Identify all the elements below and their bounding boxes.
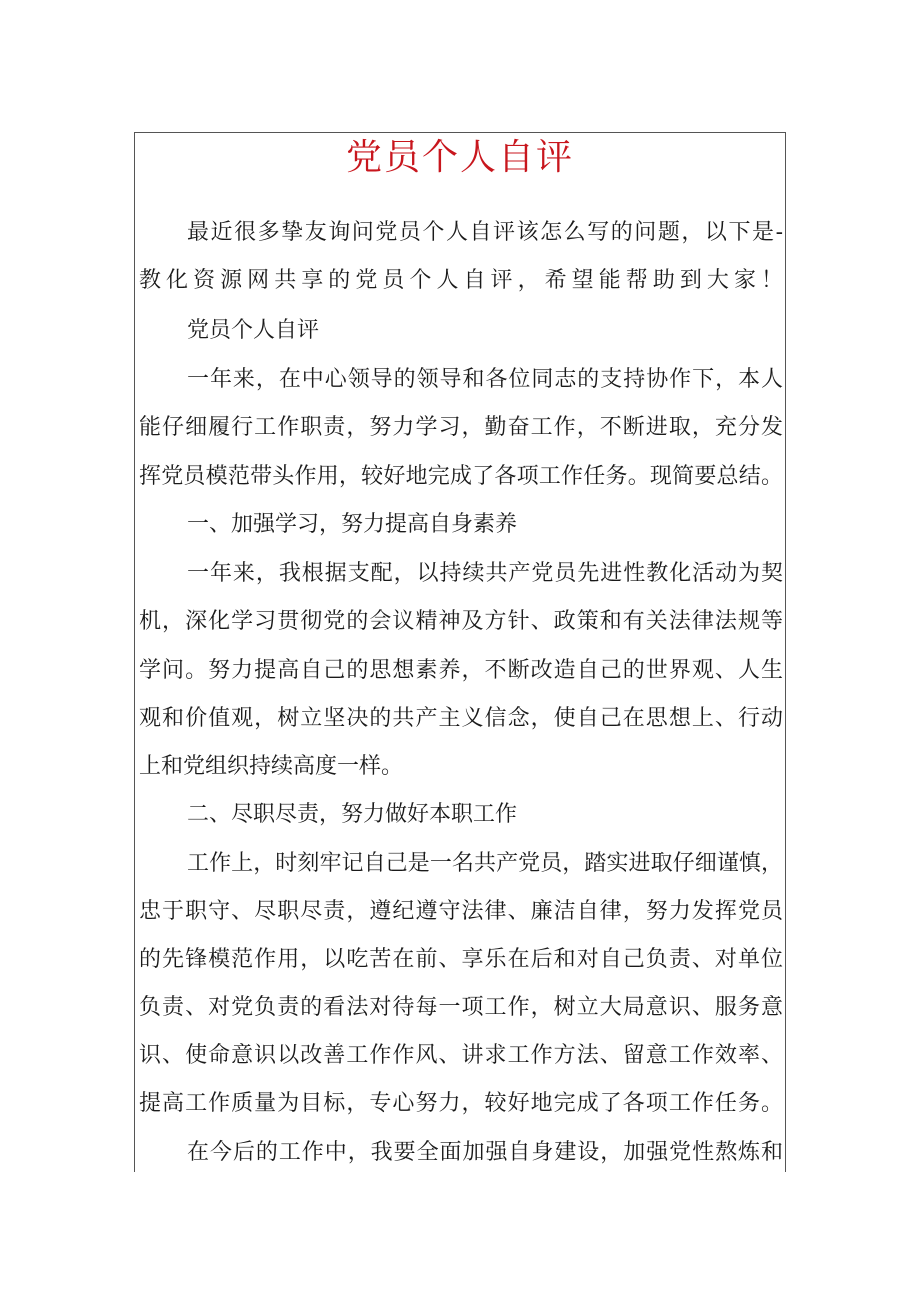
paragraph-line: 教化资源网共享的党员个人自评，希望能帮助到大家！	[139, 268, 783, 293]
paragraph-line: 机，深化学习贯彻党的会议精神及方针、政策和有关法律法规等	[139, 609, 783, 634]
section-heading: 一、加强学习，努力提高自身素养	[187, 512, 518, 537]
paragraph-line: 忠于职守、尽职尽责，遵纪遵守法律、廉洁自律，努力发挥党员	[139, 899, 783, 924]
paragraph-line: 提高工作质量为目标，专心努力，较好地完成了各项工作任务。	[139, 1091, 783, 1116]
section-heading: 二、尽职尽责，努力做好本职工作	[187, 802, 518, 827]
paragraph-line: 学问。努力提高自己的思想素养，不断改造自己的世界观、人生	[139, 658, 783, 683]
paragraph-line: 最近很多挚友询问党员个人自评该怎么写的问题，以下是-	[187, 220, 783, 245]
paragraph-line: 在今后的工作中，我要全面加强自身建设，加强党性熬炼和	[187, 1140, 783, 1165]
paragraph-line: 上和党组织持续高度一样。	[139, 754, 404, 779]
paragraph-line: 识、使命意识以改善工作作风、讲求工作方法、留意工作效率、	[139, 1043, 783, 1068]
paragraph-line: 一年来，我根据支配，以持续共产党员先进性教化活动为契	[187, 561, 783, 586]
section-subtitle: 党员个人自评	[187, 318, 320, 343]
document-title: 党员个人自评	[345, 137, 574, 178]
paragraph-line: 负责、对党负责的看法对待每一项工作，树立大局意识、服务意	[139, 995, 783, 1020]
paragraph-line: 挥党员模范带头作用，较好地完成了各项工作任务。现简要总结。	[139, 464, 783, 489]
paragraph-line: 工作上，时刻牢记自己是一名共产党员，踏实进取仔细谨慎，	[187, 851, 783, 876]
paragraph-line: 一年来，在中心领导的领导和各位同志的支持协作下，本人	[187, 367, 783, 392]
paragraph-line: 能仔细履行工作职责，努力学习，勤奋工作，不断进取，充分发	[139, 415, 783, 440]
paragraph-line: 的先锋模范作用，以吃苦在前、享乐在后和对自己负责、对单位	[139, 947, 783, 972]
paragraph-line: 观和价值观，树立坚决的共产主义信念，使自己在思想上、行动	[139, 706, 783, 731]
